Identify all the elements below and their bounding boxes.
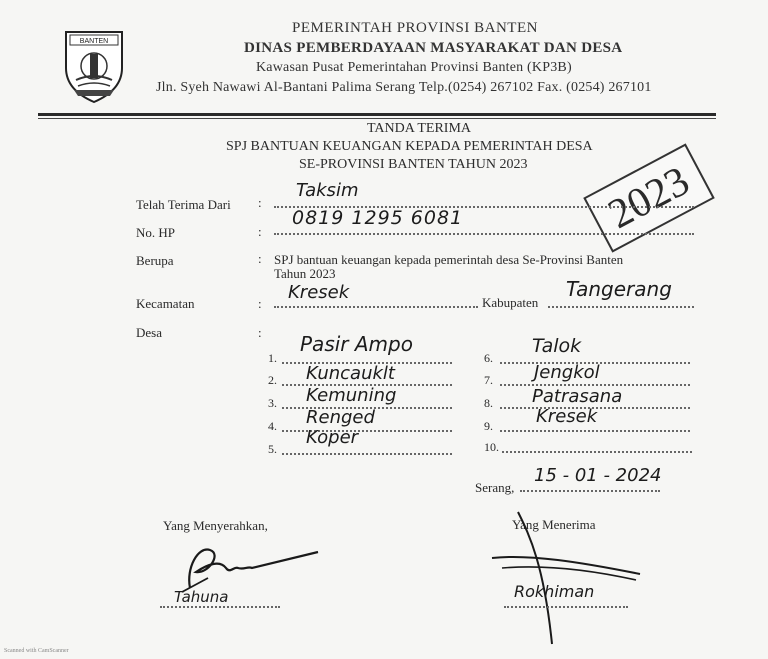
colon: :	[258, 325, 262, 340]
date-label: Serang,	[475, 480, 515, 495]
receipt-year-line: SE-PROVINSI BANTEN TAHUN 2023	[299, 157, 528, 172]
receipt-title: TANDA TERIMA	[367, 121, 472, 136]
village-number: 3.	[268, 396, 277, 410]
item-value-line2: Tahun 2023	[274, 266, 336, 281]
village-number: 4.	[268, 419, 277, 433]
header-department: DINAS PEMBERDAYAAN MASYARAKAT DAN DESA	[244, 40, 623, 56]
village-name: Pasir Ampo	[300, 332, 413, 356]
received-from-value: Taksim	[296, 180, 359, 201]
colon: :	[258, 296, 262, 311]
dotted-line	[282, 453, 452, 455]
dotted-line	[504, 606, 628, 608]
dotted-line	[160, 606, 280, 608]
village-name: Koper	[306, 427, 359, 448]
village-name: Kresek	[536, 406, 598, 427]
item-value-line1: SPJ bantuan keuangan kepada pemerintah desa Se-Provinsi Banten	[274, 252, 624, 267]
receiver-label: Yang Menerima	[512, 517, 596, 532]
giver-name: Tahuna	[174, 588, 229, 606]
village-name: Kemuning	[306, 385, 397, 406]
village-number: 2.	[268, 373, 277, 387]
year-stamp: 2023	[583, 143, 715, 252]
village-number: 7.	[484, 373, 493, 387]
header-divider-thick	[38, 113, 716, 116]
header-location: Kawasan Pusat Pemerintahan Provinsi Banten (KP3B)	[256, 60, 572, 75]
district-label: Kecamatan	[136, 296, 195, 311]
giver-label: Yang Menyerahkan,	[163, 518, 268, 533]
dotted-line	[274, 233, 694, 235]
colon: :	[258, 251, 262, 266]
village-name: Kuncauklt	[306, 363, 395, 384]
regency-label: Kabupaten	[482, 295, 539, 310]
dotted-line	[274, 306, 478, 308]
header-divider-thin	[38, 118, 716, 119]
phone-value: 0819 1295 6081	[292, 207, 464, 229]
village-number: 5.	[268, 442, 277, 456]
header-address: Jln. Syeh Nawawi Al-Bantani Palima Serang Telp.(0254) 267102 Fax. (0254) 267101	[156, 80, 652, 95]
village-number: 9.	[484, 419, 493, 433]
date-value: 15 - 01 - 2024	[534, 465, 662, 486]
dotted-line	[548, 306, 694, 308]
village-number: 6.	[484, 351, 493, 365]
scanner-watermark: Scanned with CamScanner	[4, 648, 69, 654]
header-agency: PEMERINTAH PROVINSI BANTEN	[292, 20, 538, 36]
village-name: Talok	[532, 335, 582, 357]
banten-logo-icon	[60, 28, 128, 106]
village-number: 1.	[268, 351, 277, 365]
colon: :	[258, 224, 262, 239]
receiver-signature	[490, 506, 650, 646]
receiver-name: Rokhiman	[514, 582, 595, 601]
logo-text: BANTEN	[79, 38, 109, 45]
district-value: Kresek	[288, 282, 350, 303]
village-name: Patrasana	[532, 386, 623, 407]
dotted-line	[500, 430, 690, 432]
received-from-label: Telah Terima Dari	[136, 197, 231, 212]
village-name: Jengkol	[534, 362, 600, 383]
item-label: Berupa	[136, 253, 174, 268]
village-label: Desa	[136, 325, 162, 340]
village-number: 8.	[484, 396, 493, 410]
colon: :	[258, 195, 262, 210]
dotted-line	[502, 451, 692, 453]
village-number: 10.	[484, 440, 499, 454]
village-name: Renged	[306, 407, 375, 428]
receipt-subtitle: SPJ BANTUAN KEUANGAN KEPADA PEMERINTAH DESA	[226, 139, 593, 154]
dotted-line	[520, 490, 660, 492]
phone-label: No. HP	[136, 225, 176, 240]
regency-value: Tangerang	[566, 277, 672, 301]
